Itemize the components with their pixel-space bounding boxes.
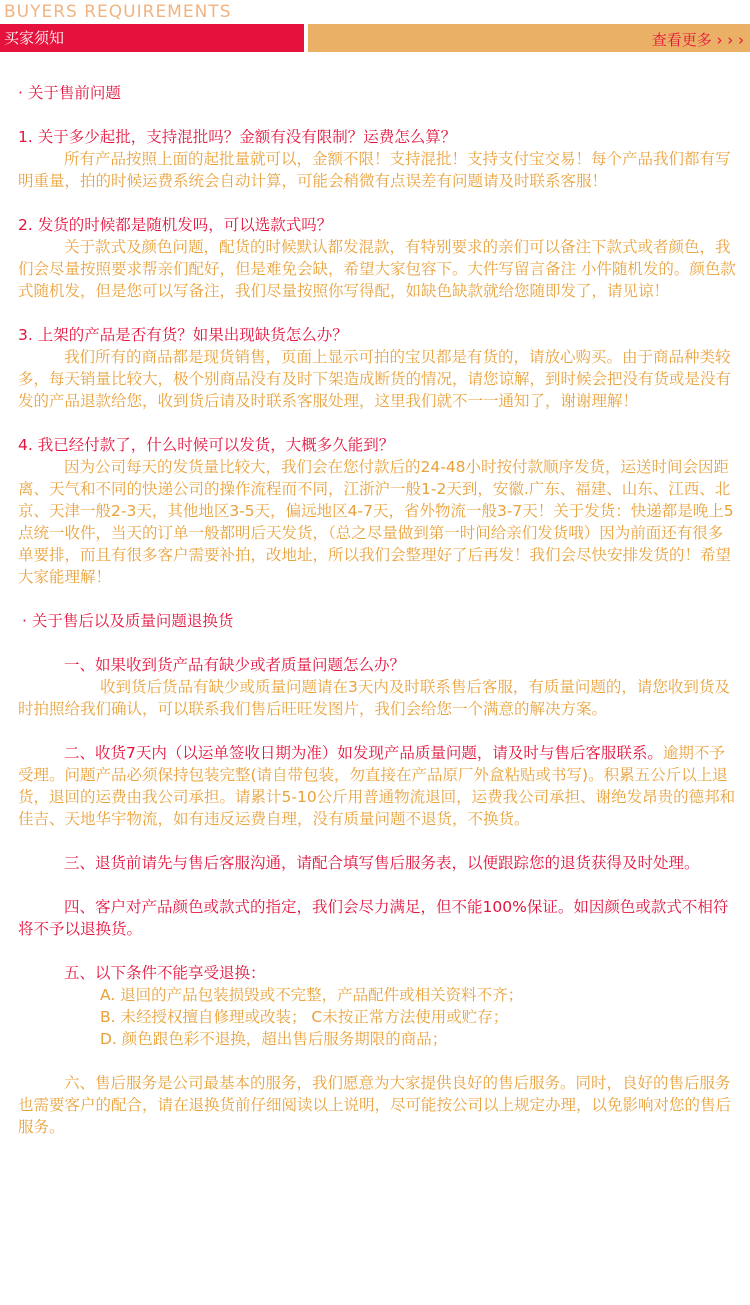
aftersale-q1: 一、如果收到货产品有缺少或者质量问题怎么办？ xyxy=(64,656,406,674)
aftersale-item5-d: D. 颜色跟色彩不退换，超出售后服务期限的商品； xyxy=(100,1030,448,1048)
presale-a3: 我们所有的商品都是现货销售，页面上显示可拍的宝贝都是有货的，请放心购买。由于商品种类较多，每天销量比较大，极个别商品没有及时下架造成断货的情况，请您谅解，到时候会把没有货或是没有发的产品退款给您，收到货后请及时联系客服处理，这里我们就不一一通知了，谢谢理解！ xyxy=(18,348,732,410)
header-bar xyxy=(0,24,304,52)
aftersale-item4: 四、客户对产品颜色或款式的指定，我们会尽力满足，但不能100%保证。如因颜色或款式不相符将不予以退换货。 xyxy=(18,898,729,938)
presale-a2: 关于款式及颜色问题，配货的时候默认都发混款，有特别要求的亲们可以备注下款式或者颜色，我们会尽量按照要求帮亲们配好，但是难免会缺，希望大家包容下。大件写留言备注 小件随机发的。颜色款式随机发，但是您可以写备注，我们尽量按照你写得配，如缺色缺款就给您随即发了，请见谅！ xyxy=(18,238,736,300)
more-link[interactable]: 查看更多 › › › xyxy=(651,31,744,49)
presale-a4: 因为公司每天的发货量比较大，我们会在您付款后的24-48小时按付款顺序发货，运送时间会因距离、天气和不同的快递公司的操作流程而不同，江浙沪一般1-2天到，安徽.广东、福建、山东、江西、北京、天津一般2-3天，其他地区3-5天，偏远地区4-7天，省外物流一般3-7天！关于发货：快递都是晚上5点统一收件，当天的订单一般都明后天发货，（总之尽量做到第一时间给亲们发货哦）因为前面还有很多单要排，而且有很多客户需要补拍，改地址，所以我们会整理好了后再发！我们会尽快安排发货的！希望大家能理解！ xyxy=(18,458,734,586)
presale-a1: 所有产品按照上面的起批量就可以，金额不限！支持混批！支持支付宝交易！每个产品我们都有写明重量，拍的时候运费系统会自动计算，可能会稍微有点误差有问题请及时联系客服！ xyxy=(18,150,731,190)
aftersale-item5-a: A. 退回的产品包装损毁或不完整，产品配件或相关资料不齐； xyxy=(100,986,524,1004)
header-title-en: BUYERS REQUIREMENTS xyxy=(4,2,232,22)
aftersale-heading: · 关于售后以及质量问题退换货 xyxy=(22,612,234,630)
aftersale-item2-gold: 逾期不予受理。问题产品必须保持包装完整(请自带包装，勿直接在产品原厂外盒粘贴或书写)。积累五公斤以上退货，退回的运费由我公司承担。请累计5-10公斤用普通物流退回，运费我公司承担、谢绝发昂贵的德邦和佳吉、天地华宇物流，如有违反运费自理，没有质量问题不退货，不换货。 xyxy=(18,744,736,828)
aftersale-q5: 五、以下条件不能享受退换： xyxy=(64,964,266,982)
aftersale-a1: 收到货后货品有缺少或质量问题请在3天内及时联系售后客服，有质量问题的，请您收到货及时拍照给我们确认，可以联系我们售后旺旺发图片，我们会给您一个满意的解决方案。 xyxy=(18,678,730,718)
notice-content xyxy=(18,72,738,1138)
presale-heading: · 关于售前问题 xyxy=(18,84,121,102)
aftersale-item2-red: 二、收货7天内（以运单签收日期为准）如发现产品质量问题，请及时与售后客服联系。 xyxy=(64,744,663,762)
header-title-cn: 买家须知 xyxy=(4,29,65,47)
aftersale-item6: 六、售后服务是公司最基本的服务，我们愿意为大家提供良好的售后服务。同时，良好的售后服务也需要客户的配合，请在退换货前仔细阅读以上说明，尽可能按公司以上规定办理，以免影响对您的售后服务。 xyxy=(18,1074,732,1136)
aftersale-item3: 三、退货前请先与售后客服沟通，请配合填写售后服务表，以便跟踪您的退货获得及时处理。 xyxy=(64,854,700,872)
aftersale-item2 xyxy=(18,742,738,830)
aftersale-item5-b: B. 未经授权擅自修理或改装； C未按正常方法使用或贮存； xyxy=(100,1008,509,1026)
presale-q2: 2. 发货的时候都是随机发吗，可以选款式吗？ xyxy=(18,216,333,234)
more-bar xyxy=(308,24,750,52)
presale-q3: 3. 上架的产品是否有货？如果出现缺货怎么办？ xyxy=(18,326,348,344)
presale-q4: 4. 我已经付款了，什么时候可以发货，大概多久能到？ xyxy=(18,436,395,454)
presale-q1: 1. 关于多少起批，支持混批吗？金额有没有限制？运费怎么算？ xyxy=(18,128,457,146)
